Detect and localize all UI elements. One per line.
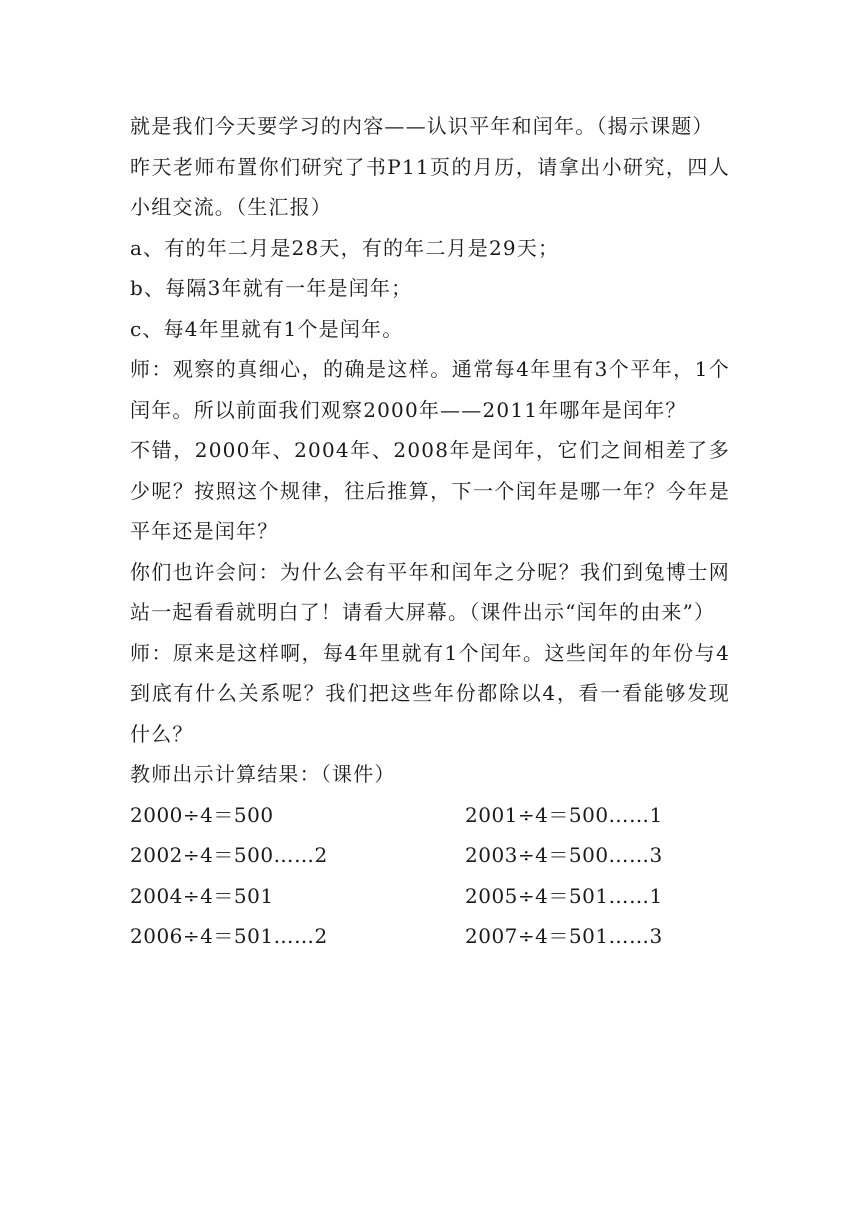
paragraph-finding-a: a、有的年二月是28天，有的年二月是29天； <box>130 235 560 260</box>
paragraph-origin: 你们也许会问：为什么会有平年和闰年之分呢？我们到兔博士网站一起看看就明白了！请看大屏幕。（课件出示“闰年的由来”） <box>130 559 730 624</box>
paragraph-divide-by-four: 师：原来是这样啊，每4年里就有1个闰年。这些闰年的年份与4到底有什么关系呢？我们把这些年份都除以4，看一看能够发现什么？ <box>130 640 730 746</box>
paragraph-results-heading: 教师出示计算结果：（课件） <box>130 762 396 786</box>
calculation-item: 2004÷4＝501 <box>130 883 274 908</box>
document-page <box>130 106 730 957</box>
paragraph-intro: 就是我们今天要学习的内容——认识平年和闰年。（揭示课题） <box>130 114 714 138</box>
paragraph-finding-b: b、每隔3年就有一年是闰年； <box>130 276 413 300</box>
calculation-item: 2007÷4＝501……3 <box>465 924 663 948</box>
calculation-item: 2006÷4＝501……2 <box>130 924 328 948</box>
calculation-item: 2005÷4＝501……1 <box>465 883 663 908</box>
paragraph-homework: 昨天老师布置你们研究了书P11页的月历，请拿出小研究，四人小组交流。（生汇报） <box>130 154 730 219</box>
calculation-item: 2002÷4＝500……2 <box>130 843 328 867</box>
calculation-item: 2001÷4＝500……1 <box>465 802 663 827</box>
paragraph-teacher-observe: 师：观察的真细心，的确是这样。通常每4年里有3个平年，1个闰年。所以前面我们观察2000年——2011年哪年是闰年？ <box>130 357 730 422</box>
paragraph-leap-difference: 不错，2000年、2004年、2008年是闰年，它们之间相差了多少呢？按照这个规律，往后推算，下一个闰年是哪一年？今年是平年还是闰年？ <box>130 438 730 543</box>
paragraph-finding-c: c、每4年里就有1个是闰年。 <box>130 316 404 341</box>
calculation-item: 2000÷4＝500 <box>130 802 274 827</box>
calculation-item: 2003÷4＝500……3 <box>465 843 663 867</box>
calculation-grid <box>130 795 730 957</box>
